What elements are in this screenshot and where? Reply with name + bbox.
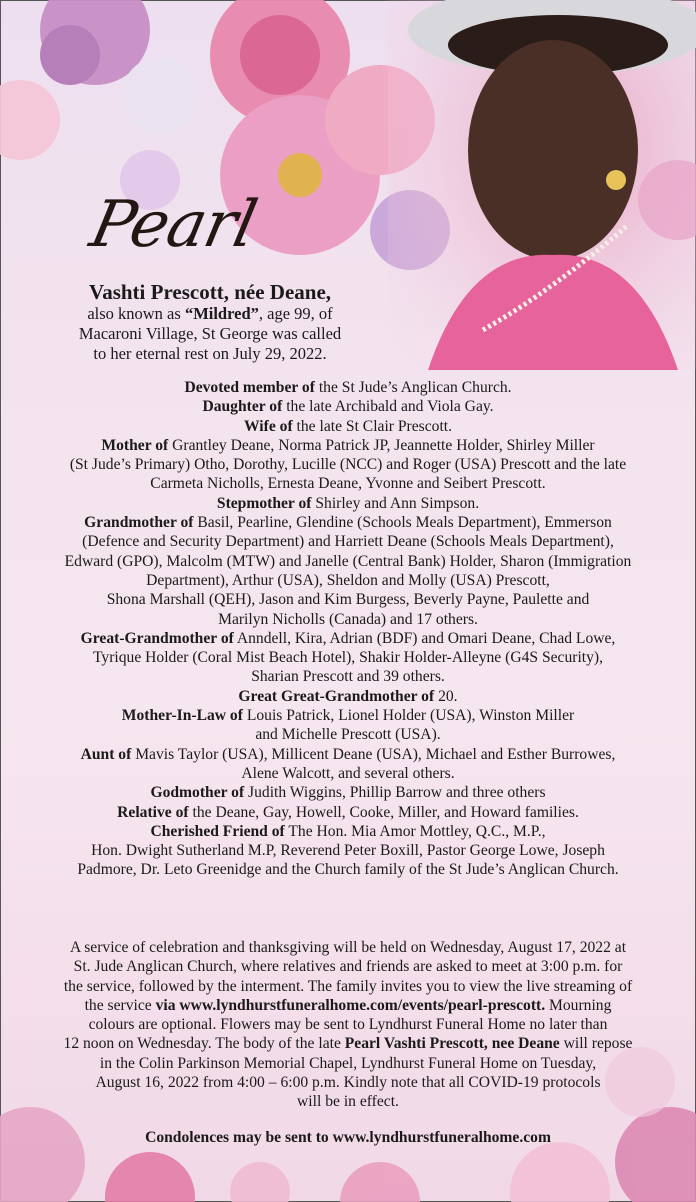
- relation-entry: Stepmother of Shirley and Ann Simpson.: [216, 494, 480, 512]
- relation-entry: Great-Grandmother of Anndell, Kira, Adrian (BDF) and Omari Deane, Chad Lowe, Tyrique Holder (Coral Mist Beach Hotel), Shakir Holder-Alleyne (G4S Security), Sharian Prescott and 39 others.: [80, 629, 616, 686]
- service-line: St. Jude Anglican Church, where relatives and friends are asked to meet at 3:00 p.m. for: [73, 958, 623, 976]
- intro-block: [30, 280, 390, 364]
- intro-line: Macaroni Village, St George was called: [78, 324, 342, 343]
- service-line: A service of celebration and thanksgiving will be held on Wednesday, August 17, 2022 at: [69, 939, 627, 956]
- service-line: 12 noon on Wednesday. The body of the late Pearl Vashti Prescott, nee Deane will repose: [63, 1035, 633, 1053]
- first-name-script: Pearl: [84, 188, 263, 262]
- service-line: in the Colin Parkinson Memorial Chapel, Lyndhurst Funeral Home on Tuesday,: [99, 1054, 597, 1072]
- relation-entry: Devoted member of the St Jude’s Anglican Church.: [184, 379, 512, 396]
- relation-entry: Mother of Grantley Deane, Norma Patrick JP, Jeannette Holder, Shirley Miller (St Jude’s Primary) Otho, Dorothy, Lucille (NCC) and Roger (USA) Prescott and the late Carmeta Nicholls, Ernesta Deane, Yvonne and Seibert Prescott.: [69, 436, 627, 493]
- relation-entry: Mother-In-Law of Louis Patrick, Lionel Holder (USA), Winston Miller and Michelle Prescott (USA).: [121, 707, 575, 744]
- relations-list: [12, 378, 684, 880]
- livestream-link[interactable]: via www.lyndhurstfuneralhome.com/events/pearl-prescott.: [155, 996, 546, 1014]
- intro-line: also known as “Mildred”, age 99, of: [87, 304, 333, 323]
- service-line: the service, followed by the interment. The family invites you to view the live streaming of: [63, 977, 633, 995]
- relation-entry: Cherished Friend of The Hon. Mia Amor Mottley, Q.C., M.P., Hon. Dwight Sutherland M.P, Reverend Peter Boxill, Pastor George Lowe, Joseph Padmore, Dr. Leto Greenidge and the Church family of the St Jude’s Anglican Church.: [77, 822, 619, 879]
- service-line: August 16, 2022 from 4:00 – 6:00 p.m. Kindly note that all COVID-19 protocols: [95, 1074, 601, 1092]
- service-line: will be in effect.: [297, 1093, 399, 1111]
- full-name: Vashti Prescott, née Deane,: [88, 280, 332, 304]
- relation-entry: Wife of the late St Clair Prescott.: [243, 417, 453, 435]
- relation-entry: Daughter of the late Archibald and Viola Gay.: [202, 398, 494, 416]
- service-line: the service via www.lyndhurstfuneralhome.com/events/pearl-prescott. Mourning: [84, 996, 612, 1014]
- relation-entry: Aunt of Mavis Taylor (USA), Millicent Deane (USA), Michael and Esther Burrowes, Alene Walcott, and several others.: [80, 745, 616, 782]
- intro-line: to her eternal rest on July 29, 2022.: [93, 344, 327, 363]
- relation-entry: Great Great-Grandmother of 20.: [238, 687, 458, 705]
- relation-entry: Grandmother of Basil, Pearline, Glendine (Schools Meals Department), Emmerson (Defence and Security Department) and Harriett Deane (Schools Meals Department), Edward (GPO), Malcolm (MTW) and Janelle (Central Bank) Holder, Sharon (Immigration Department), Arthur (USA), Sheldon and Molly (USA) Prescott, Shona Marshall (QEH), Jason and Kim Burgess, Beverly Payne, Paulette and Marilyn Nicholls (Canada) and 17 others.: [64, 514, 632, 628]
- service-line: colours are optional. Flowers may be sent to Lyndhurst Funeral Home no later than: [88, 1016, 608, 1034]
- relation-entry: Relative of the Deane, Gay, Howell, Cooke, Miller, and Howard families.: [117, 803, 579, 821]
- condolences-line[interactable]: Condolences may be sent to www.lyndhurstfuneralhome.com: [145, 1129, 551, 1146]
- portrait-photo: [388, 0, 696, 370]
- relation-entry: Godmother of Judith Wiggins, Phillip Barrow and three others: [150, 784, 546, 802]
- service-details: [12, 938, 684, 1112]
